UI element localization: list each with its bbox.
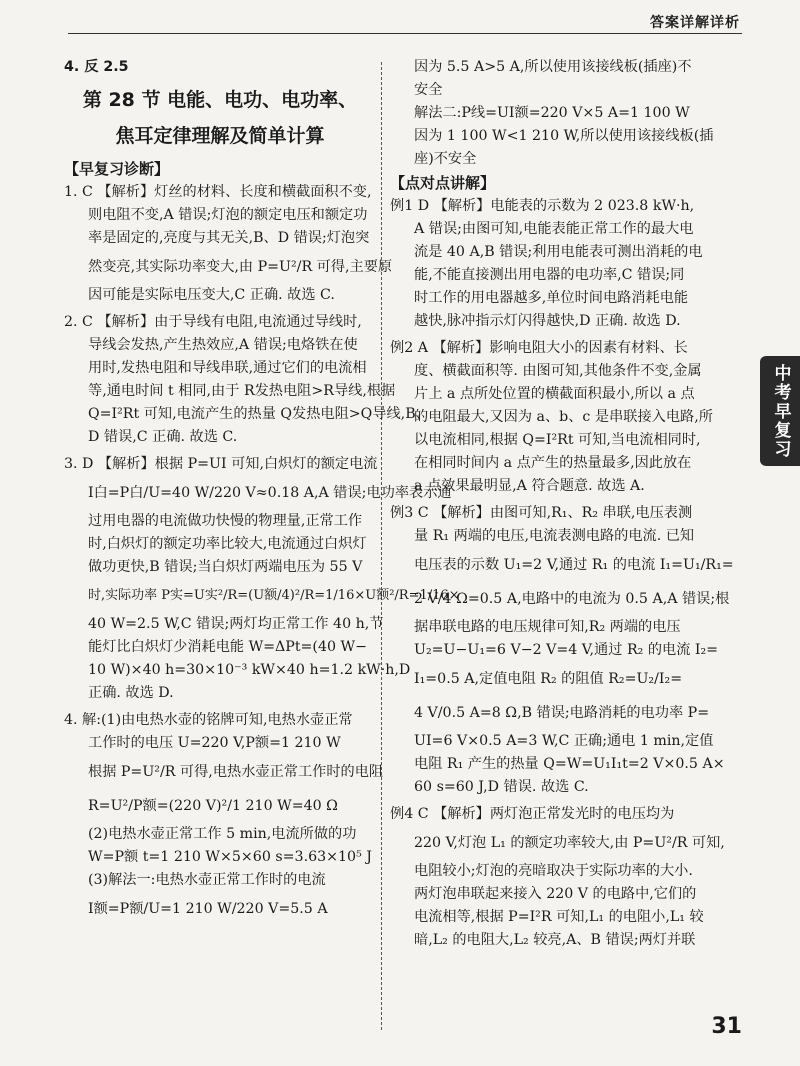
ex4-line: 电流相等,根据 P=I²R 可知,L₁ 的电阻小,L₁ 较	[414, 909, 704, 925]
q1-line: 然变亮,其实际功率变大,由 P=U²/R 可得,主要原	[88, 259, 393, 275]
q2-line: Q=I²Rt 可知,电流产生的热量 Q发热电阻>Q导线,B、	[88, 406, 430, 422]
heading-point-explain: 【点对点讲解】	[390, 174, 496, 192]
ex3-line: 电压表的示数 U₁=2 V,通过 R₁ 的电流 I₁=U₁/R₁=	[414, 557, 734, 573]
q2-line: 用时,发热电阻和导线串联,通过它们的电流相	[88, 360, 367, 376]
ex2-line: a 点效果最明显,A 符合题意. 故选 A.	[414, 478, 645, 494]
ex4-line: 暗,L₂ 的电阻大,L₂ 较亮,A、B 错误;两灯并联	[414, 932, 696, 948]
q4-line: 根据 P=U²/R 可得,电热水壶正常工作时的电阻	[88, 764, 384, 780]
q4-line: I额=P额/U=1 210 W/220 V=5.5 A	[88, 901, 328, 917]
q2-line: 导线会发热,产生热效应,A 错误;电烙铁在使	[88, 337, 358, 353]
q1-line: 因可能是实际电压变大,C 正确. 故选 C.	[88, 287, 335, 303]
q3-line: 10 W)×40 h=30×10⁻³ kW×40 h=1.2 kW·h,D	[88, 662, 411, 678]
q3-line: 过用电器的电流做功快慢的物理量,正常工作	[88, 513, 363, 529]
ex4-line: 电阻较小;灯泡的亮暗取决于实际功率的大小.	[414, 863, 693, 879]
ex2-line: 例2 A 【解析】影响电阻大小的因素有材料、长	[390, 340, 688, 356]
q2-line: 2. C 【解析】由于导线有电阻,电流通过导线时,	[64, 314, 362, 330]
q4-line: 工作时的电压 U=220 V,P额=1 210 W	[88, 735, 341, 751]
q4-cont-line: 座)不安全	[414, 151, 477, 167]
q4-line: (3)解法一:电热水壶正常工作时的电流	[88, 872, 326, 888]
side-tab-label: 中考早复习	[770, 363, 791, 459]
ex1-line: 时工作的用电器越多,单位时间电路消耗电能	[414, 290, 689, 306]
q4-line: (2)电热水壶正常工作 5 min,电流所做的功	[88, 826, 357, 842]
section-title-line2: 焦耳定律理解及简单计算	[115, 125, 325, 147]
q1-line: 率是固定的,亮度与其无关,B、D 错误;灯泡突	[88, 230, 370, 246]
ex1-line: 例1 D 【解析】电能表的示数为 2 023.8 kW·h,	[390, 198, 695, 214]
q3-line: I白=P白/U=40 W/220 V≈0.18 A,A 错误;电功率表示通	[88, 485, 452, 501]
ex2-line: 度、横截面积等. 由图可知,其他条件不变,金属	[414, 363, 702, 379]
q3-line: 做功更快,B 错误;当白炽灯两端电压为 55 V	[88, 559, 363, 575]
ex2-line: 在相同时间内 a 点产生的热量最多,因此放在	[414, 455, 692, 471]
ex3-line: 例3 C 【解析】由图可知,R₁、R₂ 串联,电压表测	[390, 505, 693, 521]
q3-line: 40 W=2.5 W,C 错误;两灯均正常工作 40 h,节	[88, 616, 384, 632]
q3-line: 3. D 【解析】根据 P=UI 可知,白炽灯的额定电流	[64, 456, 378, 472]
ex3-line: 60 s=60 J,D 错误. 故选 C.	[414, 779, 589, 795]
ex3-line: 量 R₁ 两端的电压,电流表测电路的电流. 已知	[414, 528, 695, 544]
side-tab	[760, 356, 800, 466]
ex2-line: 以电流相同,根据 Q=I²Rt 可知,当电流相同时,	[414, 432, 701, 448]
section-title-line1: 第 28 节 电能、电功、电功率、	[82, 89, 358, 111]
ex1-line: A 错误;由图可知,电能表能正常工作的最大电	[414, 221, 694, 237]
q2-line: D 错误,C 正确. 故选 C.	[88, 429, 238, 445]
q4-cont-line: 因为 1 100 W<1 210 W,所以使用该接线板(插	[414, 128, 714, 144]
ex3-line: 2 V/4 Ω=0.5 A,电路中的电流为 0.5 A,A 错误;根	[414, 591, 730, 607]
ex2-line: 片上 a 点所处位置的横截面积最小,所以 a 点	[414, 386, 695, 402]
q1-line: 则电阻不变,A 错误;灯泡的额定电压和额定功	[88, 207, 368, 223]
ex4-line: 两灯泡串联起来接入 220 V 的电路中,它们的	[414, 886, 697, 902]
ex1-line: 越快,脉冲指示灯闪得越快,D 正确. 故选 D.	[414, 313, 681, 329]
ex3-line: U₂=U−U₁=6 V−2 V=4 V,通过 R₂ 的电流 I₂=	[414, 642, 719, 658]
ex4-line: 220 V,灯泡 L₁ 的额定功率较大,由 P=U²/R 可知,	[414, 835, 725, 851]
q4-line: 4. 解:(1)由电热水壶的铭牌可知,电热水壶正常	[64, 712, 353, 728]
header-rule	[68, 33, 742, 34]
right-column	[390, 56, 734, 952]
page-number: 31	[711, 1014, 742, 1039]
q4-line: W=P额 t=1 210 W×5×60 s=3.63×10⁵ J	[88, 849, 372, 865]
ex1-line: 能,不能直接测出用电器的电功率,C 错误;同	[414, 267, 685, 283]
q3-line: 正确. 故选 D.	[88, 685, 174, 701]
ex1-line: 流是 40 A,B 错误;利用电能表可测出消耗的电	[414, 244, 703, 260]
answer-4-prev: 4. 反 2.5	[64, 59, 129, 75]
ex3-line: 据串联电路的电压规律可知,R₂ 两端的电压	[414, 619, 681, 635]
q3-line: 时,白炽灯的额定功率比较大,电流通过白炽灯	[88, 536, 367, 552]
q3-line: 能灯比白炽灯少消耗电能 W=ΔPt=(40 W−	[88, 639, 367, 655]
ex3-line: 电阻 R₁ 产生的热量 Q=W=U₁I₁t=2 V×0.5 A×	[414, 756, 725, 772]
ex2-line: 的电阻最大,又因为 a、b、c 是串联接入电路,所	[414, 409, 713, 425]
q4-line: R=U²/P额=(220 V)²/1 210 W=40 Ω	[88, 798, 338, 814]
q4-cont-line: 因为 5.5 A>5 A,所以使用该接线板(插座)不	[414, 59, 692, 75]
ex3-line: UI=6 V×0.5 A=3 W,C 正确;通电 1 min,定值	[414, 733, 714, 749]
q1-line: 1. C 【解析】灯丝的材料、长度和横截面积不变,	[64, 184, 372, 200]
q3-line: 时,实际功率 P实=U实²/R=(U额/4)²/R=1/16×U额²/R=1/16×	[88, 588, 460, 603]
column-divider	[381, 62, 382, 1030]
q4-cont-line: 安全	[414, 82, 443, 98]
ex4-line: 例4 C 【解析】两灯泡正常发光时的电压均为	[390, 806, 675, 822]
header-title: 答案详解详析	[650, 15, 740, 31]
heading-early-review: 【早复习诊断】	[64, 160, 170, 178]
ex3-line: I₁=0.5 A,定值电阻 R₂ 的阻值 R₂=U₂/I₂=	[414, 671, 683, 687]
ex3-line: 4 V/0.5 A=8 Ω,B 错误;电路消耗的电功率 P=	[414, 705, 710, 721]
q4-cont-line: 解法二:P线=UI额=220 V×5 A=1 100 W	[414, 105, 690, 121]
q2-line: 等,通电时间 t 相同,由于 R发热电阻>R导线,根据	[88, 383, 396, 399]
